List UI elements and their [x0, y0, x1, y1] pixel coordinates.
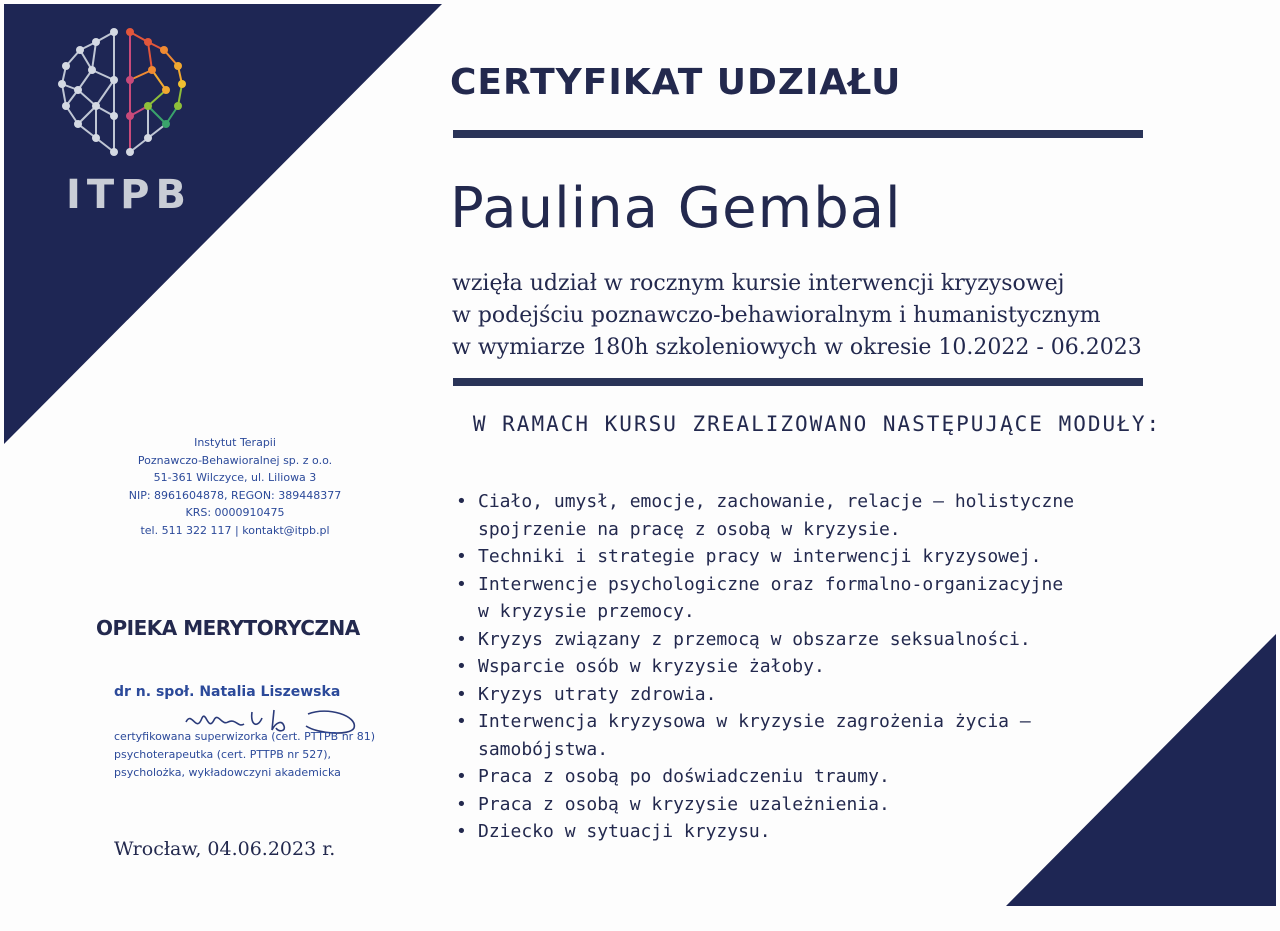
module-item: • Techniki i strategie pracy w interwencji kryzysowej.: [452, 543, 1172, 571]
supervisor-credentials: [114, 728, 375, 782]
modules-heading: W RAMACH KURSU ZREALIZOWANO NASTĘPUJĄCE MODUŁY:: [472, 412, 1162, 436]
module-item: • Kryzys utraty zdrowia.: [452, 681, 1172, 709]
middle-divider: [453, 378, 1143, 386]
institute-line: Poznawczo-Behawioralnej sp. z o.o.: [137, 453, 333, 467]
institute-line: tel. 511 322 117 | kontakt@itpb.pl: [140, 523, 330, 537]
supervision-heading: OPIEKA MERYTORYCZNA: [96, 616, 360, 640]
module-item: • Wsparcie osób w kryzysie żałoby.: [452, 653, 1172, 681]
module-item: • Dziecko w sytuacji kryzysu.: [452, 818, 1172, 846]
certificate-title: CERTYFIKAT UDZIAŁU: [450, 62, 902, 103]
institute-line: 51-361 Wilczyce, ul. Liliowa 3: [153, 471, 317, 484]
credential-line: psycholożka, wykładowczyni akademicka: [114, 766, 341, 779]
recipient-name: Paulina Gembal: [450, 176, 902, 241]
institute-line: Instytut Terapii: [194, 436, 276, 449]
module-item: • Ciało, umysł, emocje, zachowanie, relacje – holistyczne spojrzenie na pracę z osobą w kryzysie.: [452, 488, 1172, 543]
module-item: • Interwencja kryzysowa w kryzysie zagrożenia życia – samobójstwa.: [452, 708, 1172, 763]
module-item: • Kryzys związany z przemocą w obszarze seksualności.: [452, 626, 1172, 654]
description-line: w wymiarze 180h szkoleniowych w okresie 10.2022 - 06.2023: [452, 335, 1142, 360]
logo-wordmark: ITPB: [66, 172, 192, 218]
credential-line: psychoterapeutka (cert. PTTPB nr 527),: [114, 748, 332, 761]
institute-stamp: [110, 434, 360, 539]
place-and-date: Wrocław, 04.06.2023 r.: [114, 838, 336, 860]
institute-line: KRS: 0000910475: [185, 506, 285, 519]
description-line: wzięła udział w rocznym kursie interwencji kryzysowej: [452, 271, 1065, 296]
module-item: • Interwencje psychologiczne oraz formalno-organizacyjne w kryzysie przemocy.: [452, 571, 1172, 626]
modules-list: [452, 488, 1172, 846]
course-description: [452, 268, 1142, 364]
top-divider: [453, 130, 1143, 138]
description-line: w podejściu poznawczo-behawioralnym i humanistycznym: [452, 303, 1101, 328]
module-item: • Praca z osobą w kryzysie uzależnienia.: [452, 791, 1172, 819]
module-item: • Praca z osobą po doświadczeniu traumy.: [452, 763, 1172, 791]
supervisor-name: dr n. społ. Natalia Liszewska: [114, 684, 341, 700]
credential-line: certyfikowana superwizorka (cert. PTTPB nr 81): [114, 730, 375, 743]
institute-line: NIP: 8961604878, REGON: 389448377: [128, 488, 342, 502]
